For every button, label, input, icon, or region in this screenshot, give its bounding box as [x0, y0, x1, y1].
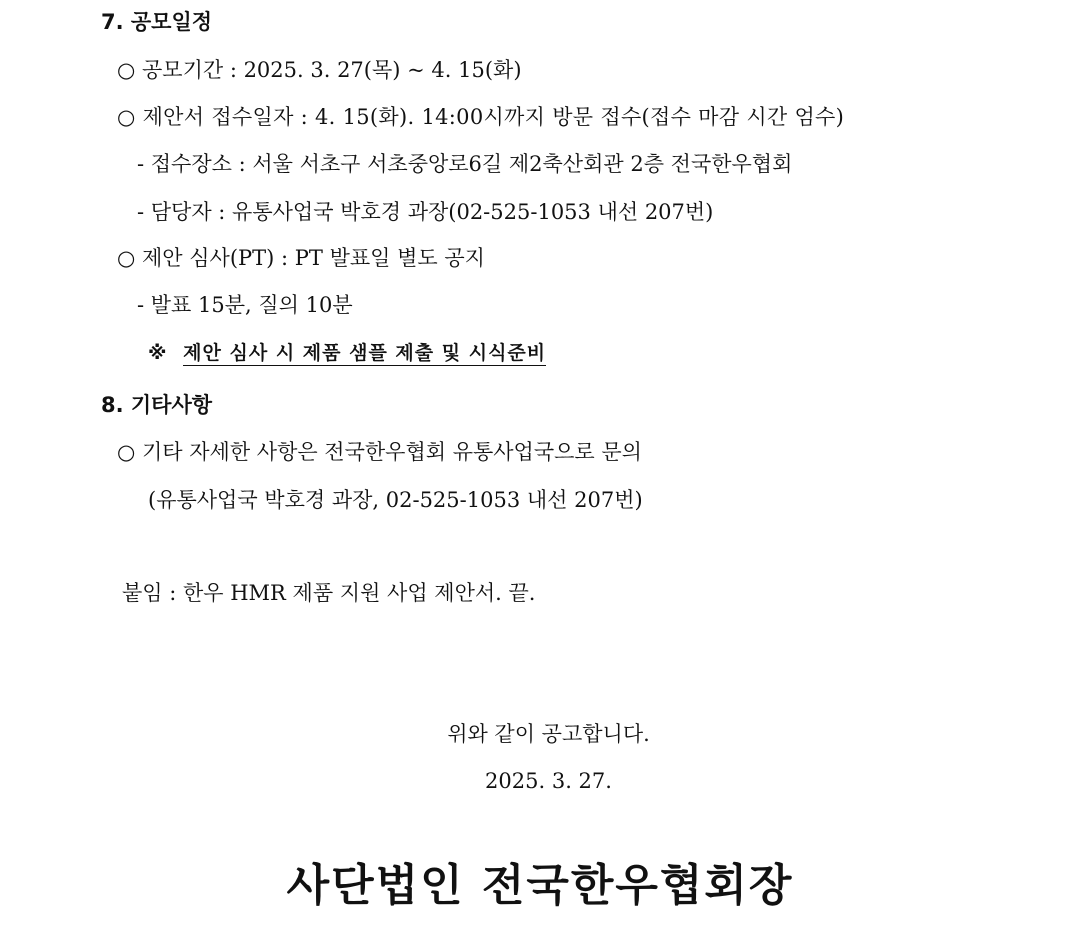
attachment-line: 붙임 : 한우 HMR 제품 지원 사업 제안서. 끝. — [122, 581, 536, 605]
announcement-text: 위와 같이 공고합니다. — [447, 722, 650, 746]
submission-place: - 접수장소 : 서울 서초구 서초중앙로6길 제2축산회관 2층 전국한우협회 — [137, 152, 793, 176]
contact-person: - 담당자 : 유통사업국 박호경 과장(02-525-1053 내선 207번) — [137, 200, 714, 224]
note-mark: ※ — [148, 342, 167, 364]
review-note — [148, 338, 546, 367]
presentation-time: - 발표 15분, 질의 10분 — [137, 293, 353, 317]
section-7-heading: 7. 공모일정 — [101, 10, 213, 34]
proposal-review: ○ 제안 심사(PT) : PT 발표일 별도 공지 — [117, 246, 485, 270]
inquiry-contact: (유통사업국 박호경 과장, 02-525-1053 내선 207번) — [148, 488, 643, 512]
announcement-date: 2025. 3. 27. — [485, 769, 612, 793]
note-text: 제안 심사 시 제품 샘플 제출 및 시식준비 — [183, 342, 547, 364]
submission-date — [117, 103, 937, 131]
issuer-signature: 사단법인 전국한우협회장 — [286, 860, 794, 911]
inquiry-text: ○ 기타 자세한 사항은 전국한우협회 유통사업국으로 문의 — [117, 440, 642, 464]
recruitment-period: ○ 공모기간 : 2025. 3. 27(목) ~ 4. 15(화) — [117, 58, 522, 82]
submission-date-text: ○ 제안서 접수일자 : 4. 15(화). 14:00시까지 방문 접수(접수 마감 시간 엄수) — [117, 105, 845, 129]
section-8-heading: 8. 기타사항 — [101, 393, 213, 417]
